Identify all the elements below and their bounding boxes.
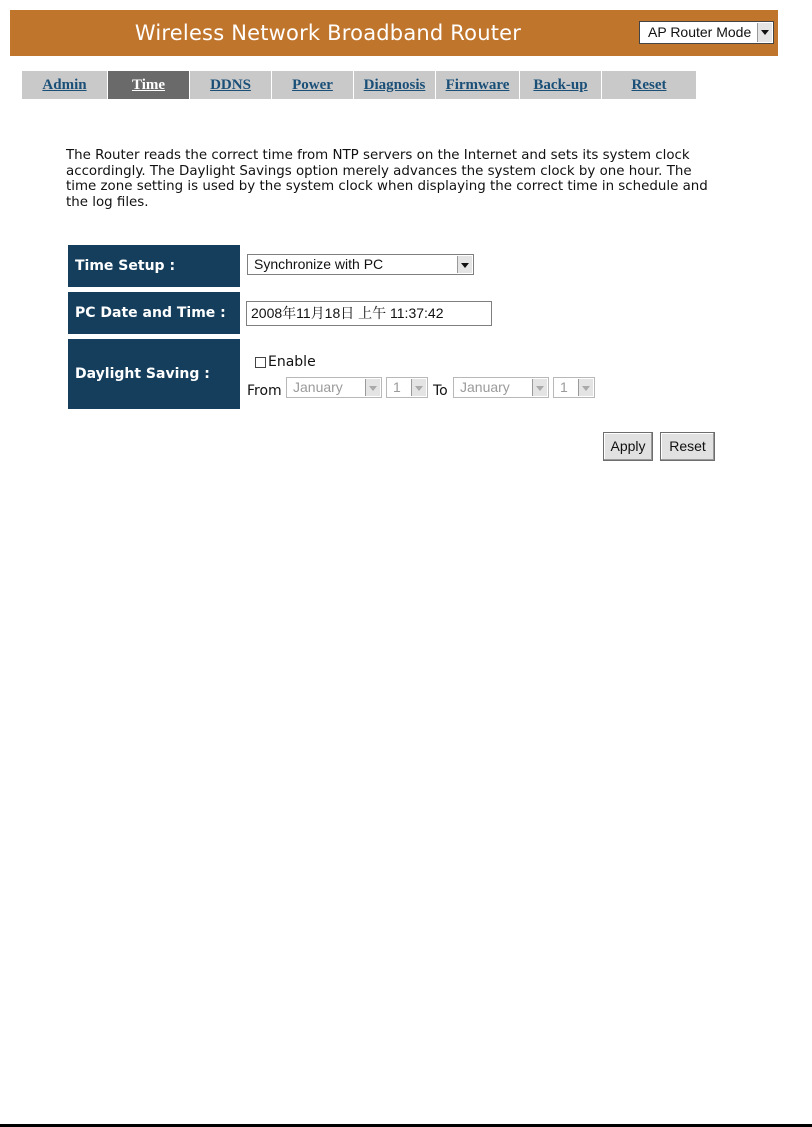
tab-ddns[interactable]: DDNS <box>190 71 272 99</box>
from-month-value: January <box>293 379 343 395</box>
intro-description: The Router reads the correct time from NTP servers on the Internet and sets its system clock accordingly. The Daylight Savings option merely advances the system clock by one hour. The time zone setting is used by the system clock when displaying the correct time in schedule and the log files. <box>66 148 708 210</box>
tab-admin[interactable]: Admin <box>22 71 108 99</box>
to-month-select[interactable] <box>453 377 549 398</box>
to-day-select[interactable] <box>553 377 595 398</box>
pc-date-time-label: PC Date and Time : <box>68 292 240 334</box>
time-setup-label: Time Setup : <box>68 245 240 287</box>
tab-time[interactable]: Time <box>108 71 190 99</box>
chevron-down-icon <box>365 379 380 396</box>
tab-firmware[interactable]: Firmware <box>436 71 520 99</box>
reset-button[interactable]: Reset <box>660 432 715 461</box>
pc-date-time-field[interactable]: 2008年11月18日 上午 11:37:42 <box>246 301 492 326</box>
to-month-value: January <box>460 379 510 395</box>
app-title: Wireless Network Broadband Router <box>134 21 522 45</box>
from-month-select[interactable] <box>286 377 382 398</box>
daylight-enable-checkbox[interactable] <box>255 357 266 368</box>
chevron-down-icon <box>757 23 772 42</box>
router-mode-value: AP Router Mode <box>648 24 752 40</box>
chevron-down-icon <box>578 379 593 396</box>
from-day-select[interactable] <box>386 377 428 398</box>
header-bar <box>10 10 778 56</box>
tab-power[interactable]: Power <box>272 71 354 99</box>
chevron-down-icon <box>457 256 472 273</box>
apply-button[interactable]: Apply <box>603 432 653 461</box>
tab-backup[interactable]: Back-up <box>520 71 602 99</box>
time-setup-value: Synchronize with PC <box>254 256 384 272</box>
to-label: To <box>433 383 448 399</box>
tab-bar <box>22 71 696 99</box>
daylight-saving-label: Daylight Saving : <box>68 339 240 409</box>
router-mode-select[interactable] <box>639 21 774 44</box>
tab-diagnosis[interactable]: Diagnosis <box>354 71 436 99</box>
time-setup-select[interactable] <box>247 254 474 275</box>
chevron-down-icon <box>411 379 426 396</box>
to-day-value: 1 <box>560 379 568 395</box>
from-label: From <box>247 383 282 399</box>
tab-reset[interactable]: Reset <box>631 77 667 93</box>
from-day-value: 1 <box>393 379 401 395</box>
daylight-enable-label: Enable <box>268 354 316 370</box>
chevron-down-icon <box>532 379 547 396</box>
